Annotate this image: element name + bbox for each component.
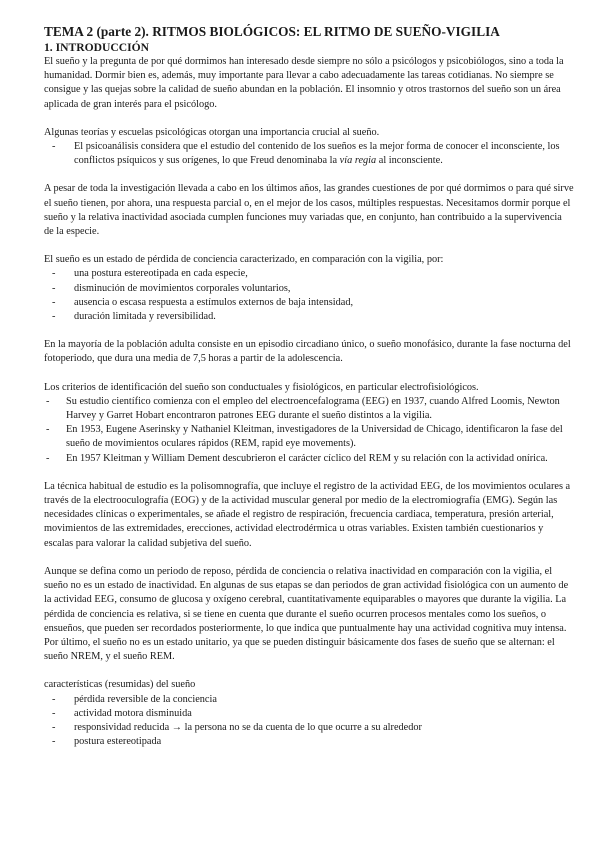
paragraph-definition: El sueño es un estado de pérdida de conciencia caracterizado, en comparación con la vigilia, por: [44, 254, 444, 266]
list-item: - El psicoanálisis considera que el estudio del contenido de los sueños es la mejor forma de conocer el inconsciente, los conflictos psíquicos y sus orígenes, lo que Freud denominaba la vía regia al inconsciente. [44, 140, 574, 168]
theories-list [44, 140, 574, 168]
list-item: - En 1957 Kleitman y William Dement descubrieron el carácter cíclico del REM y su relación con la actividad onírica. [44, 452, 574, 466]
definition-list [44, 267, 574, 324]
history-list [44, 395, 574, 466]
list-item: - actividad motora disminuida [44, 707, 574, 721]
summary-list [44, 693, 574, 750]
paragraph-intro: El sueño y la pregunta de por qué dormimos han interesado desde siempre no sólo a psicólogos y psicobiólogos, sino a toda la humanidad. Dormir bien es, además, muy importante para llevar a cabo adecuadamente las tareas cotidianas. No siempre se consigue y las quejas sobre la calidad de sueño abundan en la población. El insomnio y otros trastornos del sueño son un área aplicada de gran interés para el psicólogo. [44, 56, 564, 110]
list-item: - duración limitada y reversibilidad. [44, 310, 574, 324]
list-item: - una postura estereotipada en cada especie, [44, 267, 574, 281]
document-title: TEMA 2 (parte 2). RITMOS BIOLÓGICOS: EL RITMO DE SUEÑO-VIGILIA [44, 24, 500, 39]
paragraph-theories: Algunas teorías y escuelas psicológicas otorgan una importancia crucial al sueño. [44, 126, 380, 138]
paragraph-monophasic: En la mayoría de la población adulta consiste en un episodio circadiano único, o sueño monofásico, durante la fase nocturna del fotoperiodo, que dura una media de 7,5 horas a partir de la adolescencia. [44, 339, 571, 365]
list-item: - Su estudio científico comienza con el empleo del electroencefalograma (EEG) en 1937, cuando Alfred Loomis, Newton Harvey y Garret Hobart encontraron patrones EEG durante el sueño distintos a la vigilia. [44, 395, 574, 423]
list-item: - pérdida reversible de la conciencia [44, 693, 574, 707]
list-item: - disminución de movimientos corporales voluntarios, [44, 282, 574, 296]
paragraph-activity: Aunque se defina como un periodo de reposo, pérdida de conciencia o relativa inactividad en comparación con la vigilia, el sueño no es un estado de inactividad. En algunas de sus etapas se dan periodos de gran actividad fisiológica con un aumento de la actividad EEG, consumo de glucosa y oxígeno cerebral, cuantitativamente equiparables o mayores que durante la vigilia. La pérdida de conciencia es relativa, si se tiene en cuenta que durante el sueño ocurren procesos mentales como los sueños, o ensueños, que pueden ser recordados posteriormente, lo que indica que puntualmente hay una actividad cognitiva muy intensa. [44, 565, 569, 634]
paragraph-polysomnography: La técnica habitual de estudio es la polisomnografía, que incluye el registro de la actividad EEG, de los movimientos oculares a través de la electrooculografía (EOG) y de la actividad muscular general por medio de la electromiografía (EMG). Según las necesidades clínicas o experimentales, se añade el registro de respiración, frecuencia cardiaca, temperatura, presión arterial, movimientos de las extremidades, erecciones, actividad electrodérmica u otras variables. Existen también cuestionarios y escalas para valorar la calidad subjetiva del sueño. [44, 480, 571, 549]
list-item: - postura estereotipada [44, 735, 574, 749]
list-item: - En 1953, Eugene Aserinsky y Nathaniel Kleitman, investigadores de la Universidad de Chicago, identificaron la fase del sueño de movimientos oculares rápidos (REM, rapid eye movements). [44, 423, 574, 451]
section-heading: 1. INTRODUCCIÓN [44, 41, 149, 54]
paragraph-criteria: Los criterios de identificación del sueño son conductuales y fisiológicos, en particular electrofisiológicos. [44, 381, 479, 393]
emphasis-text: vía regia [339, 155, 377, 167]
paragraph-research: A pesar de toda la investigación llevada a cabo en los últimos años, las grandes cuestiones de por qué dormimos o para qué sirve el sueño tienen, por ahora, una respuesta parcial o, en el mejor de los casos, múltiples respuestas. Necesitamos dormir porque el sueño y la relativa inactividad asociada cumplen funciones muy variadas que, en conjunto, han contribuido a la supervivencia de la especie. [44, 183, 574, 238]
paragraph-summary-heading: características (resumidas) del sueño [44, 679, 196, 691]
paragraph-phases: Por último, el sueño no es un estado unitario, ya que se pueden distinguir básicamente dos fases de sueño que se alternan: el sueño NREM, y el sueño REM. [44, 636, 555, 663]
list-item: - ausencia o escasa respuesta a estímulos externos de baja intensidad, [44, 296, 574, 310]
list-item: - responsividad reducida → la persona no se da cuenta de lo que ocurre a su alrededor [44, 721, 574, 735]
document-page [44, 24, 574, 749]
